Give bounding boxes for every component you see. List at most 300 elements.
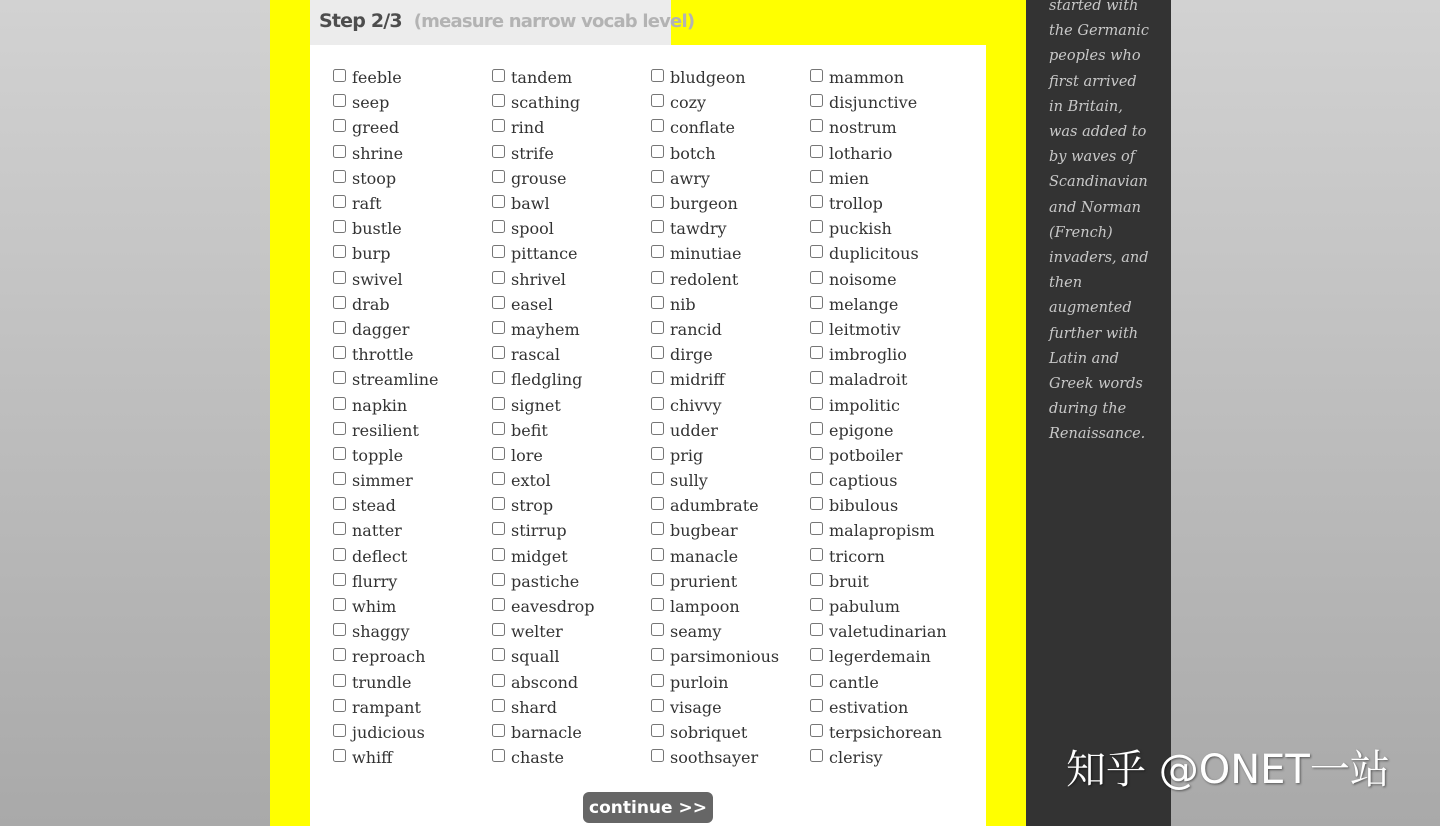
word-checkbox[interactable]	[651, 674, 664, 687]
word-label: chivvy	[670, 395, 722, 415]
word-label: mammon	[829, 68, 904, 88]
word-checkbox[interactable]	[651, 346, 664, 359]
word-item[interactable]	[651, 695, 810, 720]
word-label: botch	[670, 143, 716, 163]
word-checkbox[interactable]	[333, 497, 346, 510]
word-checkbox[interactable]	[333, 623, 346, 636]
word-checkbox[interactable]	[333, 648, 346, 661]
word-item[interactable]	[810, 670, 969, 695]
word-item[interactable]	[492, 468, 651, 493]
word-checkbox[interactable]	[333, 573, 346, 586]
word-item[interactable]	[492, 745, 651, 770]
word-checkbox[interactable]	[333, 346, 346, 359]
sidebar-line: the Germanic	[1049, 23, 1149, 40]
word-checkbox[interactable]	[651, 548, 664, 561]
sidebar-line: by waves of	[1049, 149, 1136, 166]
word-checkbox[interactable]	[492, 724, 505, 737]
word-checkbox[interactable]	[492, 674, 505, 687]
word-label: squall	[511, 647, 560, 667]
sidebar-line: Latin and	[1049, 350, 1119, 367]
word-label: nostrum	[829, 118, 897, 138]
word-item[interactable]	[492, 392, 651, 417]
word-checkbox[interactable]	[333, 724, 346, 737]
word-checkbox[interactable]	[810, 346, 823, 359]
word-checkbox[interactable]	[810, 497, 823, 510]
word-item[interactable]	[492, 695, 651, 720]
word-label: grouse	[511, 168, 567, 188]
word-checkbox[interactable]	[810, 119, 823, 132]
sidebar-line: (French)	[1049, 224, 1113, 241]
word-checkbox[interactable]	[333, 69, 346, 82]
word-item[interactable]	[810, 141, 969, 166]
word-item[interactable]	[492, 367, 651, 392]
word-checkbox[interactable]	[333, 119, 346, 132]
word-checkbox[interactable]	[333, 296, 346, 309]
word-item[interactable]	[810, 695, 969, 720]
word-item[interactable]	[333, 141, 492, 166]
word-checkbox[interactable]	[492, 94, 505, 107]
word-item[interactable]	[492, 317, 651, 342]
word-label: bruit	[829, 571, 869, 591]
word-checkbox[interactable]	[651, 749, 664, 762]
word-item[interactable]	[651, 544, 810, 569]
word-item[interactable]	[651, 619, 810, 644]
word-item[interactable]	[333, 670, 492, 695]
word-label: stirrup	[511, 521, 567, 541]
word-item[interactable]	[810, 115, 969, 140]
word-item[interactable]	[492, 292, 651, 317]
word-checkbox[interactable]	[810, 472, 823, 485]
word-checkbox[interactable]	[810, 220, 823, 233]
word-item[interactable]	[333, 90, 492, 115]
word-label: shrivel	[511, 269, 566, 289]
word-item[interactable]	[492, 141, 651, 166]
word-label: greed	[352, 118, 400, 138]
word-item[interactable]	[333, 443, 492, 468]
word-item[interactable]	[333, 166, 492, 191]
word-checkbox[interactable]	[651, 170, 664, 183]
word-item[interactable]	[651, 392, 810, 417]
word-label: impolitic	[829, 395, 900, 415]
word-item[interactable]	[810, 569, 969, 594]
word-item[interactable]	[492, 518, 651, 543]
word-item[interactable]	[810, 493, 969, 518]
continue-button[interactable]: continue >>	[583, 792, 713, 823]
word-item[interactable]	[333, 342, 492, 367]
word-checkbox[interactable]	[492, 548, 505, 561]
word-checkbox[interactable]	[492, 573, 505, 586]
word-item[interactable]	[333, 392, 492, 417]
word-item[interactable]	[333, 317, 492, 342]
word-label: malapropism	[829, 521, 935, 541]
word-item[interactable]	[651, 216, 810, 241]
sidebar-line: was added to	[1049, 124, 1147, 141]
word-item[interactable]	[651, 569, 810, 594]
word-label: mayhem	[511, 319, 580, 339]
word-checkbox[interactable]	[810, 623, 823, 636]
word-checkbox[interactable]	[810, 94, 823, 107]
step-label: Step 2/3	[319, 10, 402, 32]
word-item[interactable]	[810, 468, 969, 493]
word-checkbox[interactable]	[492, 447, 505, 460]
word-checkbox[interactable]	[651, 422, 664, 435]
word-label: seep	[352, 93, 390, 113]
word-checkbox[interactable]	[492, 749, 505, 762]
word-checkbox[interactable]	[651, 699, 664, 712]
word-label: bugbear	[670, 521, 738, 541]
word-label: deflect	[352, 546, 408, 566]
word-item[interactable]	[651, 594, 810, 619]
word-item[interactable]	[810, 418, 969, 443]
word-checkbox[interactable]	[333, 397, 346, 410]
word-item[interactable]	[810, 191, 969, 216]
word-label: signet	[511, 395, 561, 415]
word-checkbox[interactable]	[651, 724, 664, 737]
word-item[interactable]	[333, 594, 492, 619]
word-checkbox[interactable]	[492, 69, 505, 82]
word-checkbox[interactable]	[810, 170, 823, 183]
word-item[interactable]	[651, 90, 810, 115]
word-checkbox[interactable]	[651, 119, 664, 132]
word-checkbox[interactable]	[651, 94, 664, 107]
word-item[interactable]	[492, 90, 651, 115]
word-label: redolent	[670, 269, 739, 289]
word-checkbox[interactable]	[651, 397, 664, 410]
word-item[interactable]	[651, 115, 810, 140]
word-item[interactable]	[651, 292, 810, 317]
word-checkbox[interactable]	[810, 522, 823, 535]
word-checkbox[interactable]	[810, 674, 823, 687]
word-item[interactable]	[333, 745, 492, 770]
word-label: potboiler	[829, 445, 903, 465]
word-label: bludgeon	[670, 68, 746, 88]
word-item[interactable]	[810, 720, 969, 745]
word-label: mien	[829, 168, 870, 188]
word-label: conflate	[670, 118, 736, 138]
word-checkbox[interactable]	[333, 472, 346, 485]
word-label: pabulum	[829, 597, 900, 617]
word-checkbox[interactable]	[651, 321, 664, 334]
word-item[interactable]	[810, 594, 969, 619]
word-checkbox[interactable]	[810, 422, 823, 435]
word-item[interactable]	[810, 65, 969, 90]
word-item[interactable]	[333, 292, 492, 317]
word-item[interactable]	[333, 644, 492, 669]
word-label: napkin	[352, 395, 408, 415]
word-checkbox[interactable]	[492, 296, 505, 309]
word-checkbox[interactable]	[492, 422, 505, 435]
word-item[interactable]	[333, 418, 492, 443]
word-checkbox[interactable]	[651, 497, 664, 510]
word-checkbox[interactable]	[651, 472, 664, 485]
word-item[interactable]	[333, 191, 492, 216]
word-checkbox[interactable]	[810, 447, 823, 460]
word-label: feeble	[352, 68, 402, 88]
word-item[interactable]	[333, 544, 492, 569]
word-label: eavesdrop	[511, 597, 595, 617]
word-checkbox[interactable]	[810, 724, 823, 737]
word-checkbox[interactable]	[651, 522, 664, 535]
word-item[interactable]	[333, 619, 492, 644]
word-label: sully	[670, 471, 708, 491]
word-item[interactable]	[651, 65, 810, 90]
word-item[interactable]	[492, 569, 651, 594]
word-label: dirge	[670, 345, 713, 365]
word-label: puckish	[829, 219, 892, 239]
word-checkbox[interactable]	[492, 321, 505, 334]
word-checkbox[interactable]	[651, 220, 664, 233]
word-item[interactable]	[651, 191, 810, 216]
word-item[interactable]	[810, 267, 969, 292]
word-checkbox[interactable]	[333, 271, 346, 284]
word-item[interactable]	[651, 720, 810, 745]
word-label: cozy	[670, 93, 707, 113]
word-item[interactable]	[651, 141, 810, 166]
word-item[interactable]	[810, 216, 969, 241]
word-label: judicious	[352, 722, 425, 742]
word-label: trundle	[352, 672, 412, 692]
word-checkbox[interactable]	[492, 371, 505, 384]
word-item[interactable]	[333, 367, 492, 392]
word-checkbox[interactable]	[810, 749, 823, 762]
word-label: lampoon	[670, 597, 740, 617]
word-checkbox[interactable]	[333, 522, 346, 535]
word-item[interactable]	[492, 166, 651, 191]
word-checkbox[interactable]	[492, 648, 505, 661]
word-checkbox[interactable]	[810, 371, 823, 384]
word-label: nib	[670, 294, 696, 314]
word-item[interactable]	[333, 493, 492, 518]
word-checkbox[interactable]	[333, 94, 346, 107]
word-label: strop	[511, 496, 554, 516]
word-checkbox[interactable]	[333, 145, 346, 158]
word-checkbox[interactable]	[651, 69, 664, 82]
word-checkbox[interactable]	[333, 422, 346, 435]
word-checkbox[interactable]	[333, 674, 346, 687]
word-label: chaste	[511, 748, 564, 768]
word-label: lothario	[829, 143, 893, 163]
word-checkbox[interactable]	[492, 145, 505, 158]
word-checkbox[interactable]	[810, 548, 823, 561]
word-item[interactable]	[333, 65, 492, 90]
word-item[interactable]	[333, 695, 492, 720]
word-item[interactable]	[333, 569, 492, 594]
word-item[interactable]	[492, 544, 651, 569]
word-checkbox[interactable]	[333, 321, 346, 334]
word-label: spool	[511, 219, 554, 239]
sidebar-line: and Norman	[1049, 199, 1141, 216]
word-label: dagger	[352, 319, 410, 339]
word-checkbox[interactable]	[651, 195, 664, 208]
word-item[interactable]	[333, 518, 492, 543]
word-item[interactable]	[333, 216, 492, 241]
word-checkbox[interactable]	[492, 472, 505, 485]
word-checkbox[interactable]	[492, 397, 505, 410]
word-item[interactable]	[492, 241, 651, 266]
word-label: captious	[829, 471, 898, 491]
word-item[interactable]	[333, 267, 492, 292]
word-checkbox[interactable]	[333, 598, 346, 611]
word-item[interactable]	[651, 468, 810, 493]
word-checkbox[interactable]	[333, 245, 346, 258]
word-item[interactable]	[492, 115, 651, 140]
word-item[interactable]	[651, 670, 810, 695]
word-item[interactable]	[492, 619, 651, 644]
word-label: noisome	[829, 269, 897, 289]
word-checkbox[interactable]	[333, 548, 346, 561]
word-item[interactable]	[492, 191, 651, 216]
word-item[interactable]	[810, 367, 969, 392]
word-checkbox[interactable]	[651, 145, 664, 158]
word-label: stead	[352, 496, 396, 516]
word-item[interactable]	[651, 518, 810, 543]
word-item[interactable]	[492, 670, 651, 695]
word-item[interactable]	[810, 544, 969, 569]
word-item[interactable]	[651, 267, 810, 292]
sidebar-line: then	[1049, 275, 1083, 292]
word-label: melange	[829, 294, 899, 314]
word-item[interactable]	[810, 317, 969, 342]
sidebar-line: peoples who	[1049, 48, 1141, 65]
word-label: stoop	[352, 168, 397, 188]
word-checkbox[interactable]	[810, 245, 823, 258]
word-item[interactable]	[651, 443, 810, 468]
word-label: streamline	[352, 370, 439, 390]
word-item[interactable]	[810, 443, 969, 468]
word-checkbox[interactable]	[651, 296, 664, 309]
word-label: fledgling	[511, 370, 583, 390]
word-item[interactable]	[651, 418, 810, 443]
sidebar	[1026, 0, 1171, 826]
word-item[interactable]	[333, 468, 492, 493]
word-item[interactable]	[492, 493, 651, 518]
word-label: burgeon	[670, 194, 738, 214]
word-item[interactable]	[810, 241, 969, 266]
sidebar-line: Renaissance.	[1049, 426, 1146, 443]
word-checkbox[interactable]	[810, 69, 823, 82]
word-label: sobriquet	[670, 722, 748, 742]
word-checkbox[interactable]	[810, 699, 823, 712]
word-checkbox[interactable]	[810, 397, 823, 410]
word-grid	[333, 65, 969, 770]
sidebar-line: during the	[1049, 401, 1127, 418]
word-label: topple	[352, 445, 404, 465]
word-item[interactable]	[333, 241, 492, 266]
word-checkbox[interactable]	[651, 648, 664, 661]
word-checkbox[interactable]	[651, 573, 664, 586]
word-label: rancid	[670, 319, 722, 339]
word-checkbox[interactable]	[492, 271, 505, 284]
word-item[interactable]	[651, 166, 810, 191]
word-checkbox[interactable]	[492, 195, 505, 208]
word-checkbox[interactable]	[810, 145, 823, 158]
word-item[interactable]	[810, 518, 969, 543]
step-title	[319, 10, 694, 32]
word-checkbox[interactable]	[651, 447, 664, 460]
word-item[interactable]	[492, 644, 651, 669]
word-item[interactable]	[810, 342, 969, 367]
word-checkbox[interactable]	[810, 296, 823, 309]
word-checkbox[interactable]	[651, 271, 664, 284]
word-checkbox[interactable]	[810, 598, 823, 611]
word-checkbox[interactable]	[333, 220, 346, 233]
word-item[interactable]	[492, 342, 651, 367]
word-item[interactable]	[492, 267, 651, 292]
word-checkbox[interactable]	[492, 623, 505, 636]
word-item[interactable]	[651, 745, 810, 770]
word-item[interactable]	[492, 443, 651, 468]
word-label: duplicitous	[829, 244, 919, 264]
word-item[interactable]	[651, 644, 810, 669]
word-checkbox[interactable]	[492, 497, 505, 510]
word-checkbox[interactable]	[492, 522, 505, 535]
word-checkbox[interactable]	[651, 371, 664, 384]
word-checkbox[interactable]	[333, 371, 346, 384]
word-checkbox[interactable]	[810, 195, 823, 208]
word-label: estivation	[829, 697, 909, 717]
word-checkbox[interactable]	[492, 699, 505, 712]
word-label: extol	[511, 471, 551, 491]
word-item[interactable]	[810, 392, 969, 417]
word-checkbox[interactable]	[333, 195, 346, 208]
word-label: pittance	[511, 244, 578, 264]
word-item[interactable]	[810, 619, 969, 644]
word-label: epigone	[829, 420, 894, 440]
word-checkbox[interactable]	[492, 119, 505, 132]
word-item[interactable]	[651, 241, 810, 266]
word-checkbox[interactable]	[810, 648, 823, 661]
word-item[interactable]	[651, 342, 810, 367]
word-checkbox[interactable]	[492, 346, 505, 359]
word-item[interactable]	[492, 720, 651, 745]
word-item[interactable]	[810, 90, 969, 115]
word-item[interactable]	[492, 418, 651, 443]
word-item[interactable]	[651, 317, 810, 342]
word-item[interactable]	[492, 594, 651, 619]
word-checkbox[interactable]	[492, 220, 505, 233]
word-label: resilient	[352, 420, 419, 440]
word-item[interactable]	[651, 367, 810, 392]
word-item[interactable]	[492, 65, 651, 90]
word-checkbox[interactable]	[333, 447, 346, 460]
word-checkbox[interactable]	[651, 623, 664, 636]
word-checkbox[interactable]	[810, 271, 823, 284]
word-label: purloin	[670, 672, 729, 692]
word-checkbox[interactable]	[333, 749, 346, 762]
word-checkbox[interactable]	[492, 170, 505, 183]
word-item[interactable]	[333, 720, 492, 745]
word-item[interactable]	[810, 644, 969, 669]
word-item[interactable]	[492, 216, 651, 241]
word-checkbox[interactable]	[810, 573, 823, 586]
word-item[interactable]	[651, 493, 810, 518]
word-checkbox[interactable]	[810, 321, 823, 334]
word-label: throttle	[352, 345, 414, 365]
word-checkbox[interactable]	[492, 598, 505, 611]
word-checkbox[interactable]	[492, 245, 505, 258]
word-checkbox[interactable]	[333, 170, 346, 183]
word-label: bibulous	[829, 496, 899, 516]
word-item[interactable]	[810, 292, 969, 317]
word-item[interactable]	[810, 745, 969, 770]
word-item[interactable]	[333, 115, 492, 140]
word-checkbox[interactable]	[651, 598, 664, 611]
word-checkbox[interactable]	[651, 245, 664, 258]
word-item[interactable]	[810, 166, 969, 191]
word-checkbox[interactable]	[333, 699, 346, 712]
word-label: parsimonious	[670, 647, 780, 667]
word-label: rampant	[352, 697, 421, 717]
